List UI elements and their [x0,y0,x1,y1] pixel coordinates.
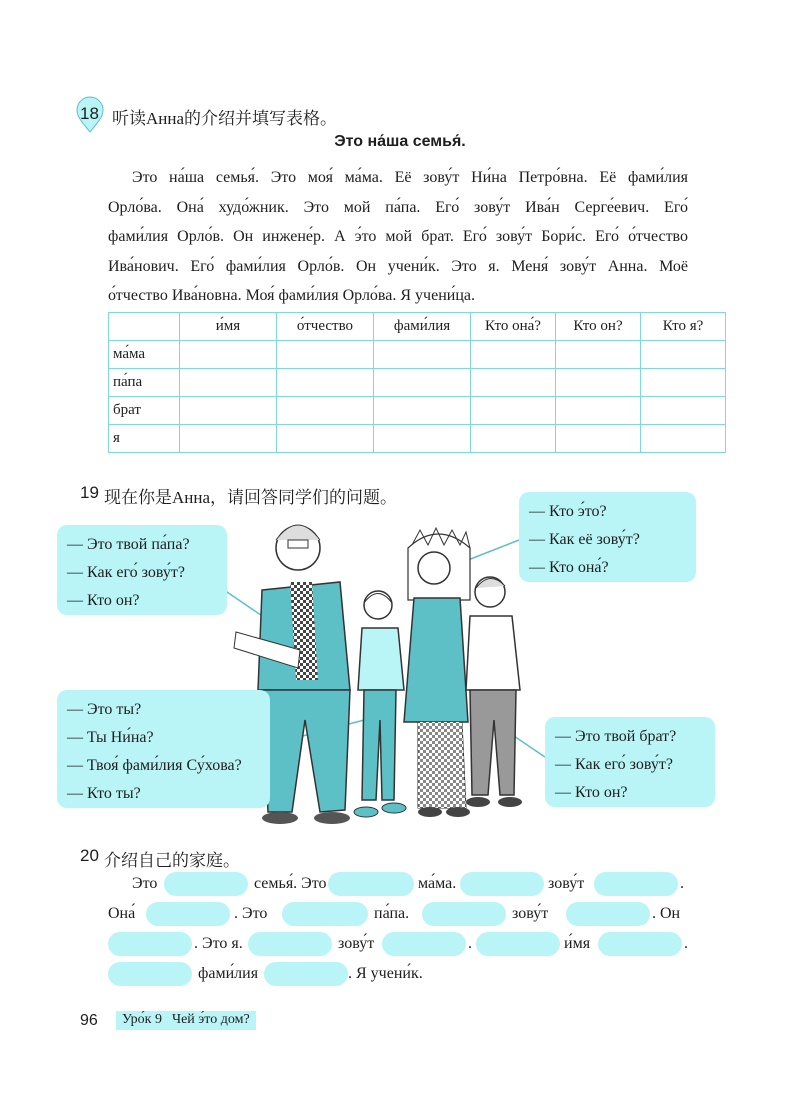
text-line: Орло́ва. Она́ худо́жник. Это мой па́па. Его́ зову́т Ива́н Серге́евич. Его́ [108,198,688,216]
bubble-line: — Кто ты? [67,785,141,802]
word: . [680,875,684,892]
word: ма́ма. [418,875,457,892]
bubble-line: — Ты Ни́на? [67,729,154,746]
word: семья́. Это [254,875,327,892]
bubble-line: — Кто он? [67,592,140,609]
bubble-line: — Как её зову́т? [529,531,640,548]
word: . Это я. [194,935,243,952]
blank-field[interactable] [282,902,368,926]
lesson-label [116,1011,256,1030]
fill-row [108,872,698,898]
bubble-brother-questions [545,717,715,807]
girl-figure [354,591,406,817]
row-label: па́па [109,369,180,397]
lesson-number: Уро́к 9 [122,1012,162,1027]
exercise-20-number: 20 [80,846,99,865]
blank-field[interactable] [108,962,192,986]
bubble-line: — Твоя́ фами́лия Су́хова? [67,757,242,774]
blank-field[interactable] [460,872,544,896]
text-line: Ива́нович. Его́ фами́лия Орло́в. Он учени́к. Это я. Меня́ зову́т Анна. Моё [108,257,688,275]
word: и́мя [564,935,591,952]
row-label: я [109,425,180,453]
table-header-cell: Кто он? [556,313,641,341]
word: . Я учени́к. [348,965,423,982]
blank-field[interactable] [422,902,506,926]
word: зову́т [338,935,375,952]
text-line: фами́лия Орло́в. Он инжене́р. А э́то мой брат. Его́ зову́т Бори́с. Его́ о́тчество [108,228,688,245]
bubble-father-questions [57,525,227,615]
text-line: о́тчество Ива́новна. Моя́ фами́лия Орло́ва. Я учени́ца. [108,287,475,304]
page-number: 96 [80,1012,98,1029]
word: . [684,935,688,952]
exercise-19-number: 19 [80,483,99,502]
table-header-cell: Кто она́? [471,313,556,341]
word: зову́т [548,875,585,892]
blank-field[interactable] [146,902,230,926]
bubble-line: — Это твой па́па? [67,536,190,553]
exercise-19-instruction: 现在你是Анна，请回答同学们的问题。 [104,488,398,507]
blank-field[interactable] [594,872,678,896]
blank-field[interactable] [248,932,332,956]
blank-field[interactable] [164,872,248,896]
table-header-cell: фами́лия [374,313,471,341]
blank-field[interactable] [382,932,466,956]
bubble-line: — Кто он? [555,784,628,801]
word: Это [132,875,158,892]
bubble-line: — Кто э́то? [529,503,607,520]
bubble-line: — Кто она́? [529,559,609,576]
brother-figure [466,577,522,807]
lesson-title: Чей э́то дом? [171,1012,250,1027]
row-label: ма́ма [109,341,180,369]
exercise-20-instruction: 介绍自己的家庭。 [104,851,240,870]
blank-field[interactable] [476,932,560,956]
text-line: Это на́ша семья́. Это моя́ ма́ма. Её зову́т Ни́на Петро́вна. Её фами́лия [132,169,688,186]
bubble-line: — Это ты? [67,701,142,718]
exercise-18-number: 18 [80,104,99,123]
blank-field[interactable] [598,932,682,956]
bubble-girl-questions [57,690,270,808]
bubble-line: — Как его́ зову́т? [67,564,185,581]
fill-row [108,902,698,928]
word: . Он [652,905,681,922]
bubble-mother-questions [519,492,696,582]
blank-field[interactable] [566,902,650,926]
word: Она́ [108,905,136,922]
table-header-cell: и́мя [180,313,277,341]
bubble-line: — Это твой брат? [555,728,677,745]
mother-figure [404,528,470,817]
blank-field[interactable] [108,932,192,956]
table-header-cell: Кто я? [641,313,726,341]
row-label: брат [109,397,180,425]
word: фами́лия [198,965,259,982]
bubble-line: — Как его́ зову́т? [555,756,673,773]
exercise-18-instruction: 听读Анна的介绍并填写表格。 [112,109,338,128]
word: па́па. [374,905,410,922]
text-title: Это на́ша семья́. [334,133,466,150]
word: . Это [234,905,268,922]
fill-row [108,932,698,958]
blank-field[interactable] [264,962,348,986]
fill-row [108,962,698,988]
blank-field[interactable] [328,872,414,896]
table-header-cell: о́тчество [277,313,374,341]
word: . [468,935,472,952]
word: зову́т [512,905,549,922]
